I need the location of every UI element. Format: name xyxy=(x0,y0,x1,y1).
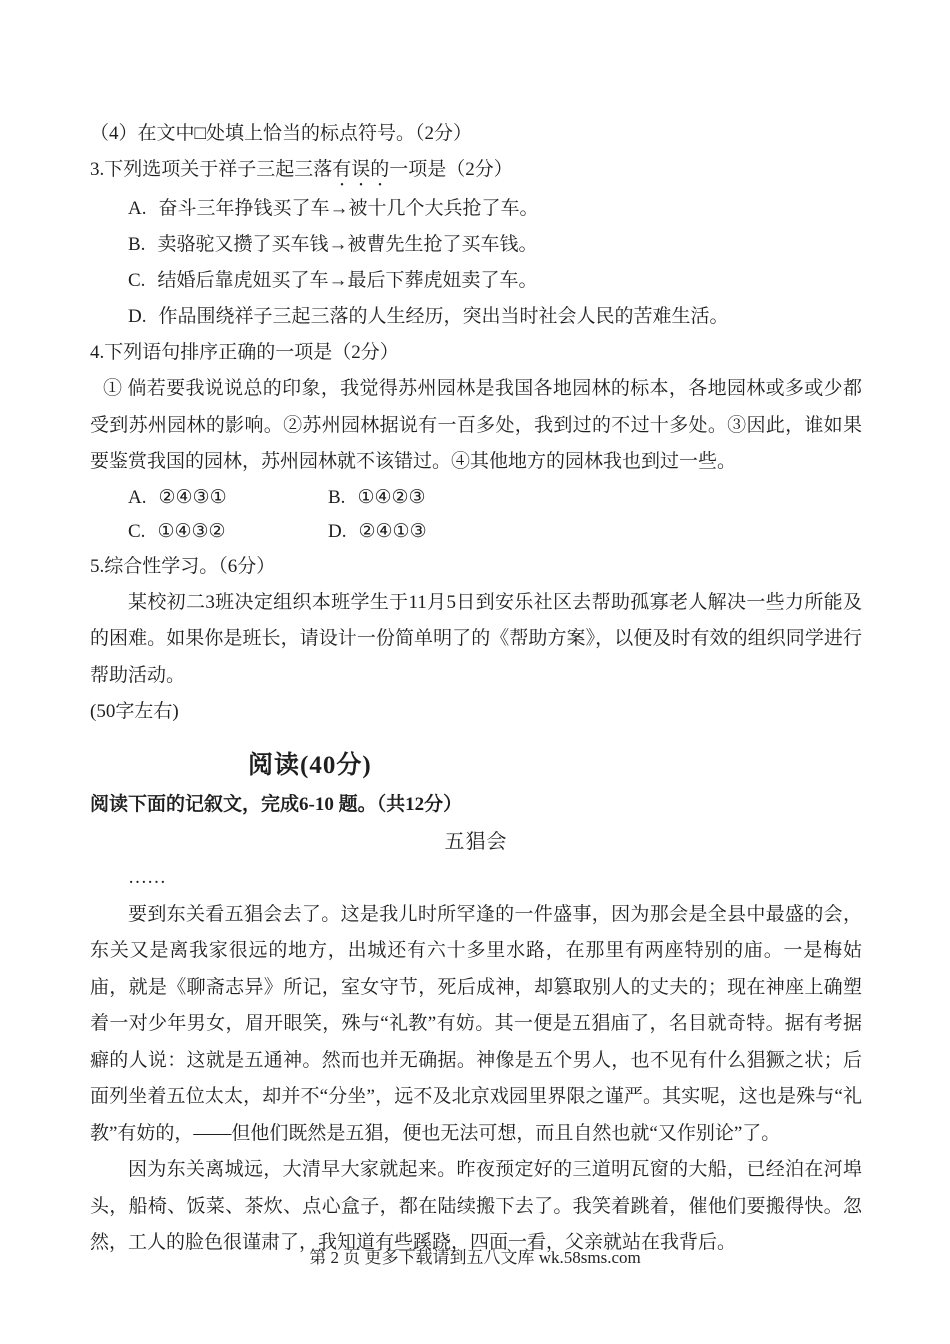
q3-stem-emphasis: 有误的 xyxy=(332,159,390,180)
q3-option-c-text: 结婚后靠虎妞买了车→最后下葬虎妞卖了车。 xyxy=(157,270,538,291)
q4-options xyxy=(90,481,570,549)
q4-option-c-label: C. xyxy=(128,520,146,542)
q4-option-d-label: D. xyxy=(328,520,347,542)
reading-passage-title: 五猖会 xyxy=(444,831,508,853)
q5-stem: 5.综合性学习。（6分） xyxy=(90,555,276,577)
reading-instruction: 阅读下面的记叙文，完成6-10 题。（共12分） xyxy=(90,794,463,815)
page-footer: 第 2 页 更多下载请到五八文库 wk.58sms.com xyxy=(309,1248,641,1267)
q3-stem xyxy=(90,152,862,191)
q4-passage: ① 倘若要我说说总的印象，我觉得苏州园林是我国各地园林的标本，各地园林或多或少都受到苏州园林的影响。②苏州园林据说有一百多处，我到过的不过十多处。③因此，谁如果要鉴赏我国的园林，苏州园林就不该错过。④其他地方的园林我也到过一些。 xyxy=(90,378,862,472)
q4-option-b xyxy=(328,481,570,515)
q3-option-b-text: 卖骆驼又攒了买车钱→被曹先生抢了买车钱。 xyxy=(157,234,538,255)
q5-note: (50字左右) xyxy=(90,701,179,722)
q3-option-c xyxy=(90,263,862,299)
q3-option-d-label: D. xyxy=(128,306,147,327)
content-area xyxy=(90,116,862,1262)
q4-option-b-value: ①④②③ xyxy=(357,486,426,508)
q3-option-b-label: B. xyxy=(128,234,146,255)
reading-paragraph-1: 要到东关看五猖会去了。这是我儿时所罕逢的一件盛事，因为那会是全县中最盛的会，东关又是离我家很远的地方，出城还有六十多里水路，在那里有两座特别的庙。一是梅姑庙，就是《聊斋志异》所记，室女守节，死后成神，却篡取别人的丈夫的；现在神座上确塑着一对少年男女，眉开眼笑，殊与“礼教”有妨。其一便是五猖庙了，名目就奇特。据有考据癖的人说：这就是五通神。然而也并无确据。神像是五个男人，也不见有什么猖獗之状；后面列坐着五位太太，却并不“分坐”，远不及北京戏园里界限之谨严。其实呢，这也是殊与“礼教”有妨的，——但他们既然是五猖，便也无法可想，而且自然也就“又作别论”了。 xyxy=(90,903,862,1144)
reading-section-title: 阅读(40分) xyxy=(248,752,372,779)
reading-ellipsis: …… xyxy=(128,867,166,888)
q4-option-c-value: ①④③② xyxy=(157,520,226,542)
q3-option-d xyxy=(90,299,862,335)
q3-option-d-text: 作品围绕祥子三起三落的人生经历，突出当时社会人民的苦难生活。 xyxy=(158,306,729,327)
q3-option-a-text: 奋斗三年挣钱买了车→被十几个大兵抢了车。 xyxy=(158,198,539,219)
reading-paragraph-2: 因为东关离城远，大清早大家就起来。昨夜预定好的三道明瓦窗的大船，已经泊在河埠头，船椅、饭菜、茶炊、点心盒子，都在陆续搬下去了。我笑着跳着，催他们要搬得快。忽然，工人的脸色很谨肃了，我知道有些蹊跷，四面一看，父亲就站在我背后。 xyxy=(90,1159,862,1253)
q3-stem-suffix: 一项是（2分） xyxy=(389,159,513,180)
q3-option-a xyxy=(90,191,862,227)
q4-option-a-label: A. xyxy=(128,486,147,508)
q3-option-a-label: A. xyxy=(128,198,147,219)
q4-option-d xyxy=(328,515,570,549)
q4-option-a-value: ②④③① xyxy=(158,486,227,508)
q3-option-b xyxy=(90,227,862,263)
q2-sub4-line: （4）在文中□处填上恰当的标点符号。（2分） xyxy=(90,123,472,144)
q3-option-c-label: C. xyxy=(128,270,146,291)
q4-option-a xyxy=(128,481,328,515)
q3-stem-prefix: 3.下列选项关于祥子三起三落 xyxy=(90,159,333,180)
q4-option-c xyxy=(128,515,328,549)
q5-body: 某校初二3班决定组织本班学生于11月5日到安乐社区去帮助孤寡老人解决一些力所能及的困难。如果你是班长，请设计一份简单明了的《帮助方案》，以便及时有效的组织同学进行帮助活动。 xyxy=(90,591,862,686)
q4-option-d-value: ②④①③ xyxy=(358,520,427,542)
q4-stem: 4.下列语句排序正确的一项是（2分） xyxy=(90,342,399,363)
q4-option-b-label: B. xyxy=(328,486,346,508)
q3-options xyxy=(90,191,862,335)
